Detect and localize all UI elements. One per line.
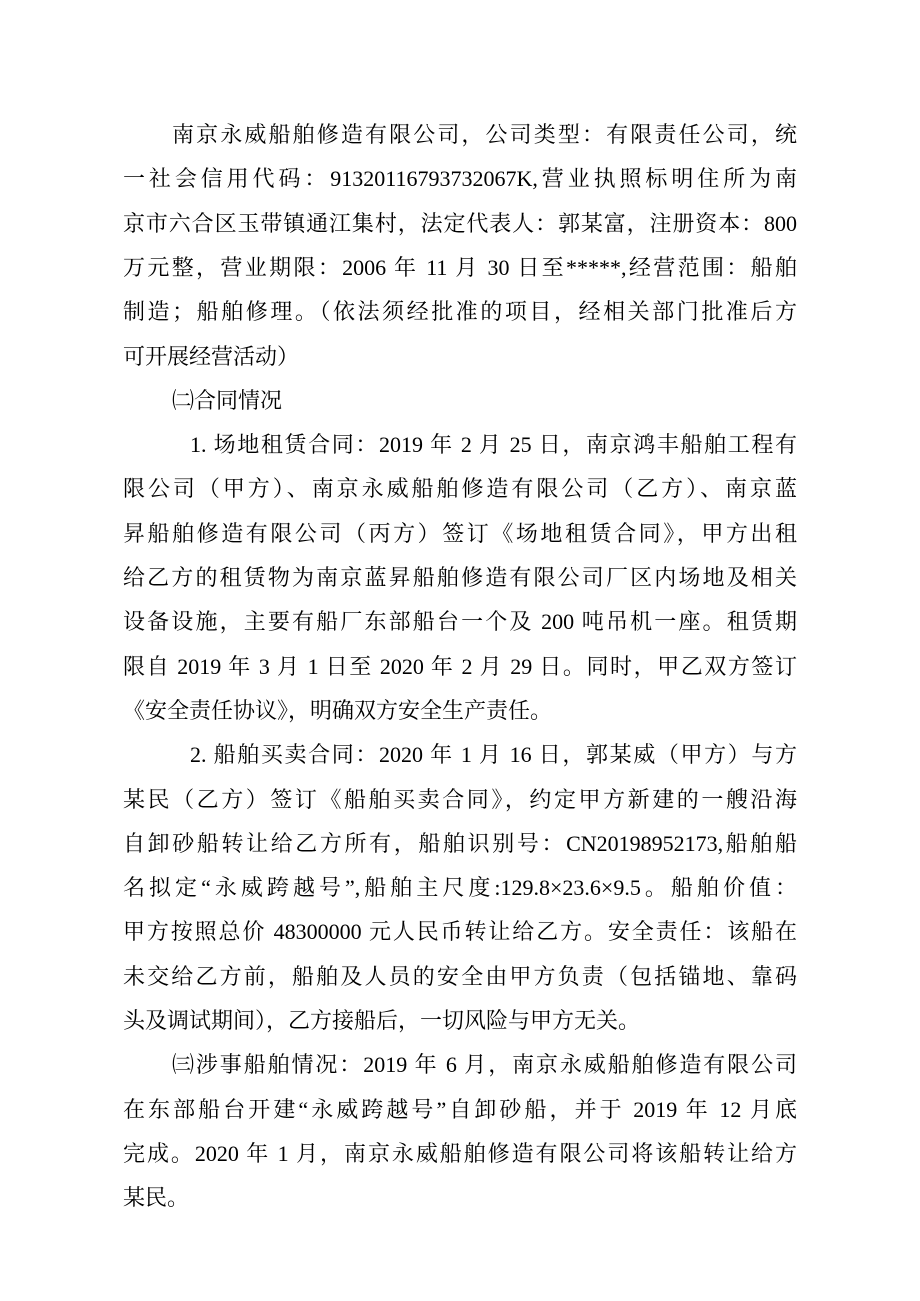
text-line: 2. 船舶买卖合同：2020 年 1 月 16 日，郭某威（甲方）与方: [190, 742, 797, 768]
text-line: 可开展经营活动）: [123, 343, 300, 369]
text-line: 头及调试期间），乙方接船后，一切风险与甲方无关。: [123, 1008, 641, 1033]
text-line: 万元整，营业期限：2006 年 11 月 30 日至*****,经营范围：船舶: [123, 254, 797, 280]
text-line: 一社会信用代码：91320116793732067K,营业执照标明住所为南: [123, 166, 797, 192]
text-line: 京市六合区玉带镇通江集村，法定代表人：郭某富，注册资本：800: [123, 210, 797, 236]
text-line: ㈡合同情况: [172, 387, 283, 413]
text-line: 设备设施，主要有船厂东部船台一个及 200 吨吊机一座。租赁期: [123, 609, 797, 635]
text-line: ㈢涉事船舶情况：2019 年 6 月，南京永威船舶修造有限公司: [172, 1052, 797, 1078]
text-line: 未交给乙方前，船舶及人员的安全由甲方负责（包括锚地、靠码: [123, 963, 797, 989]
text-line: 《安全责任协议》，明确双方安全生产责任。: [123, 697, 553, 723]
text-line: 自卸砂船转让给乙方所有，船舶识别号：CN20198952173,船舶船: [123, 830, 797, 856]
text-line: 1. 场地租赁合同：2019 年 2 月 25 日，南京鸿丰船舶工程有: [190, 432, 797, 458]
text-line: 名拟定“永威跨越号”,船舶主尺度:129.8×23.6×9.5。船舶价值：: [123, 875, 797, 901]
text-line: 给乙方的租赁物为南京蓝昇船舶修造有限公司厂区内场地及相关: [123, 565, 797, 590]
text-line: 制造；船舶修理。（依法须经批准的项目，经相关部门批准后方: [123, 299, 797, 325]
text-line: 在东部船台开建“永威跨越号”自卸砂船，并于 2019 年 12 月底: [123, 1096, 797, 1122]
text-line: 限公司（甲方）、南京永威船舶修造有限公司（乙方）、南京蓝: [123, 476, 797, 502]
text-line: 限自 2019 年 3 月 1 日至 2020 年 2 月 29 日。同时，甲乙双方签订: [123, 653, 797, 679]
text-line: 某民（乙方）签订《船舶买卖合同》，约定甲方新建的一艘沿海: [123, 786, 797, 812]
text-line: 完成。2020 年 1 月，南京永威船舶修造有限公司将该船转让给方: [123, 1140, 797, 1166]
text-line: 某民。: [123, 1185, 190, 1211]
text-line: 南京永威船舶修造有限公司，公司类型：有限责任公司，统: [172, 122, 797, 147]
text-line: 昇船舶修造有限公司（丙方）签订《场地租赁合同》，甲方出租: [123, 520, 797, 546]
text-line: 甲方按照总价 48300000 元人民币转让给乙方。安全责任：该船在: [123, 919, 797, 945]
